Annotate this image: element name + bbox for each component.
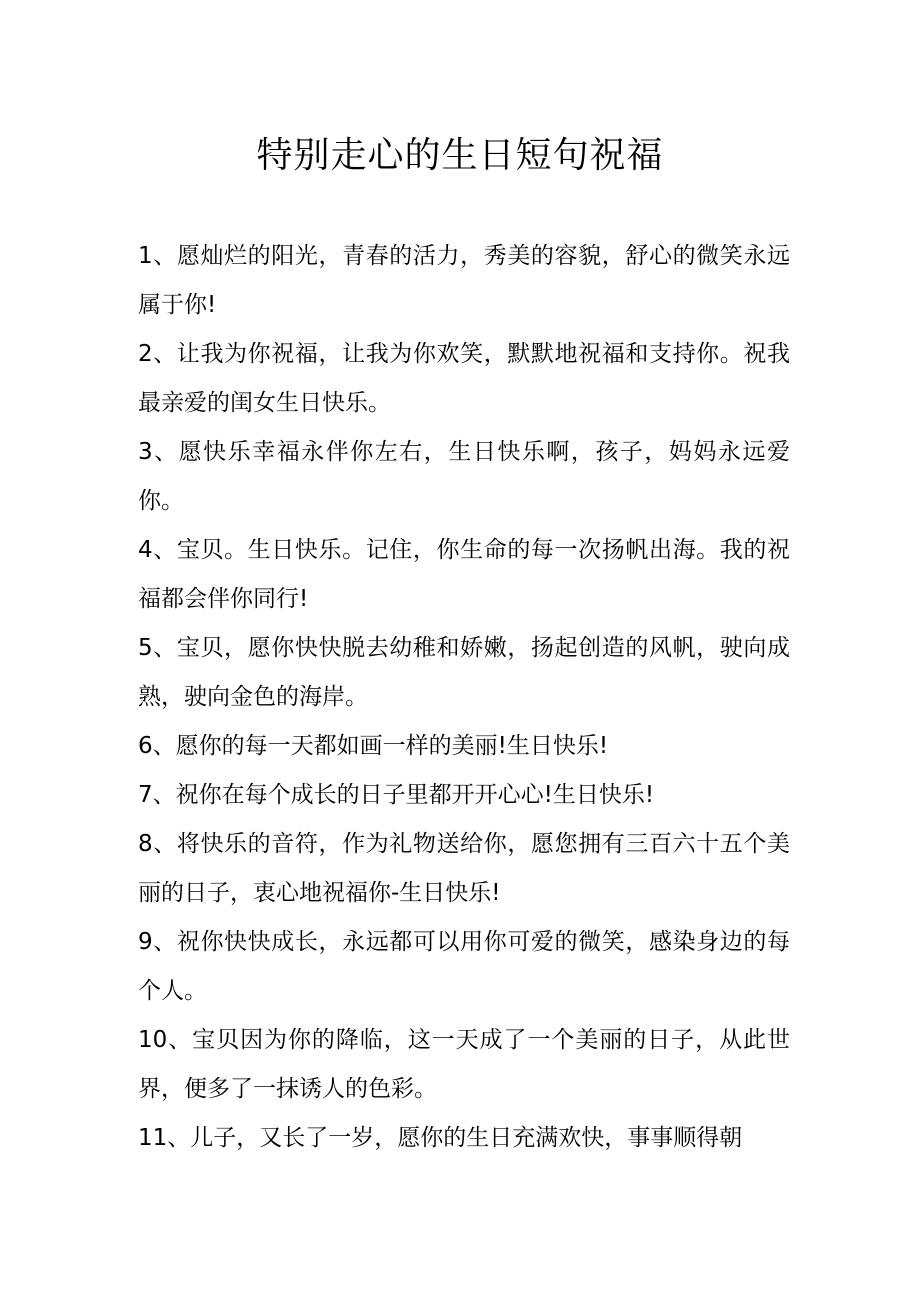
wish-paragraph-10: 10、宝贝因为你的降临，这一天成了一个美丽的日子，从此世界，便多了一抹诱人的色彩。 (138, 1027, 790, 1102)
wish-paragraph-2: 2、让我为你祝福，让我为你欢笑，默默地祝福和支持你。祝我最亲爱的闺女生日快乐。 (138, 341, 790, 416)
wish-paragraph-7: 7、祝你在每个成长的日子里都开开心心!生日快乐! (138, 782, 655, 808)
wish-paragraph-8: 8、将快乐的音符，作为礼物送给你，愿您拥有三百六十五个美丽的日子，衷心地祝福你-生日快乐! (138, 831, 790, 906)
wish-paragraph-5: 5、宝贝，愿你快快脱去幼稚和娇嫩，扬起创造的风帆，驶向成熟，驶向金色的海岸。 (138, 635, 790, 710)
wish-paragraph-1: 1、愿灿烂的阳光，青春的活力，秀美的容貌，舒心的微笑永远属于你! (138, 243, 790, 318)
wish-paragraph-3: 3、愿快乐幸福永伴你左右，生日快乐啊，孩子，妈妈永远爱你。 (138, 439, 790, 514)
wish-paragraph-11: 11、儿子，又长了一岁，愿你的生日充满欢快，事事顺得朝 (138, 1125, 743, 1151)
wish-paragraph-4: 4、宝贝。生日快乐。记住，你生命的每一次扬帆出海。我的祝福都会伴你同行! (138, 537, 790, 612)
wishes-list (138, 232, 790, 1163)
wish-paragraph-9: 9、祝你快快成长，永远都可以用你可爱的微笑，感染身边的每个人。 (138, 929, 790, 1004)
wish-paragraph-6: 6、愿你的每一天都如画一样的美丽!生日快乐! (138, 733, 609, 759)
document-title: 特别走心的生日短句祝福 (256, 135, 664, 176)
